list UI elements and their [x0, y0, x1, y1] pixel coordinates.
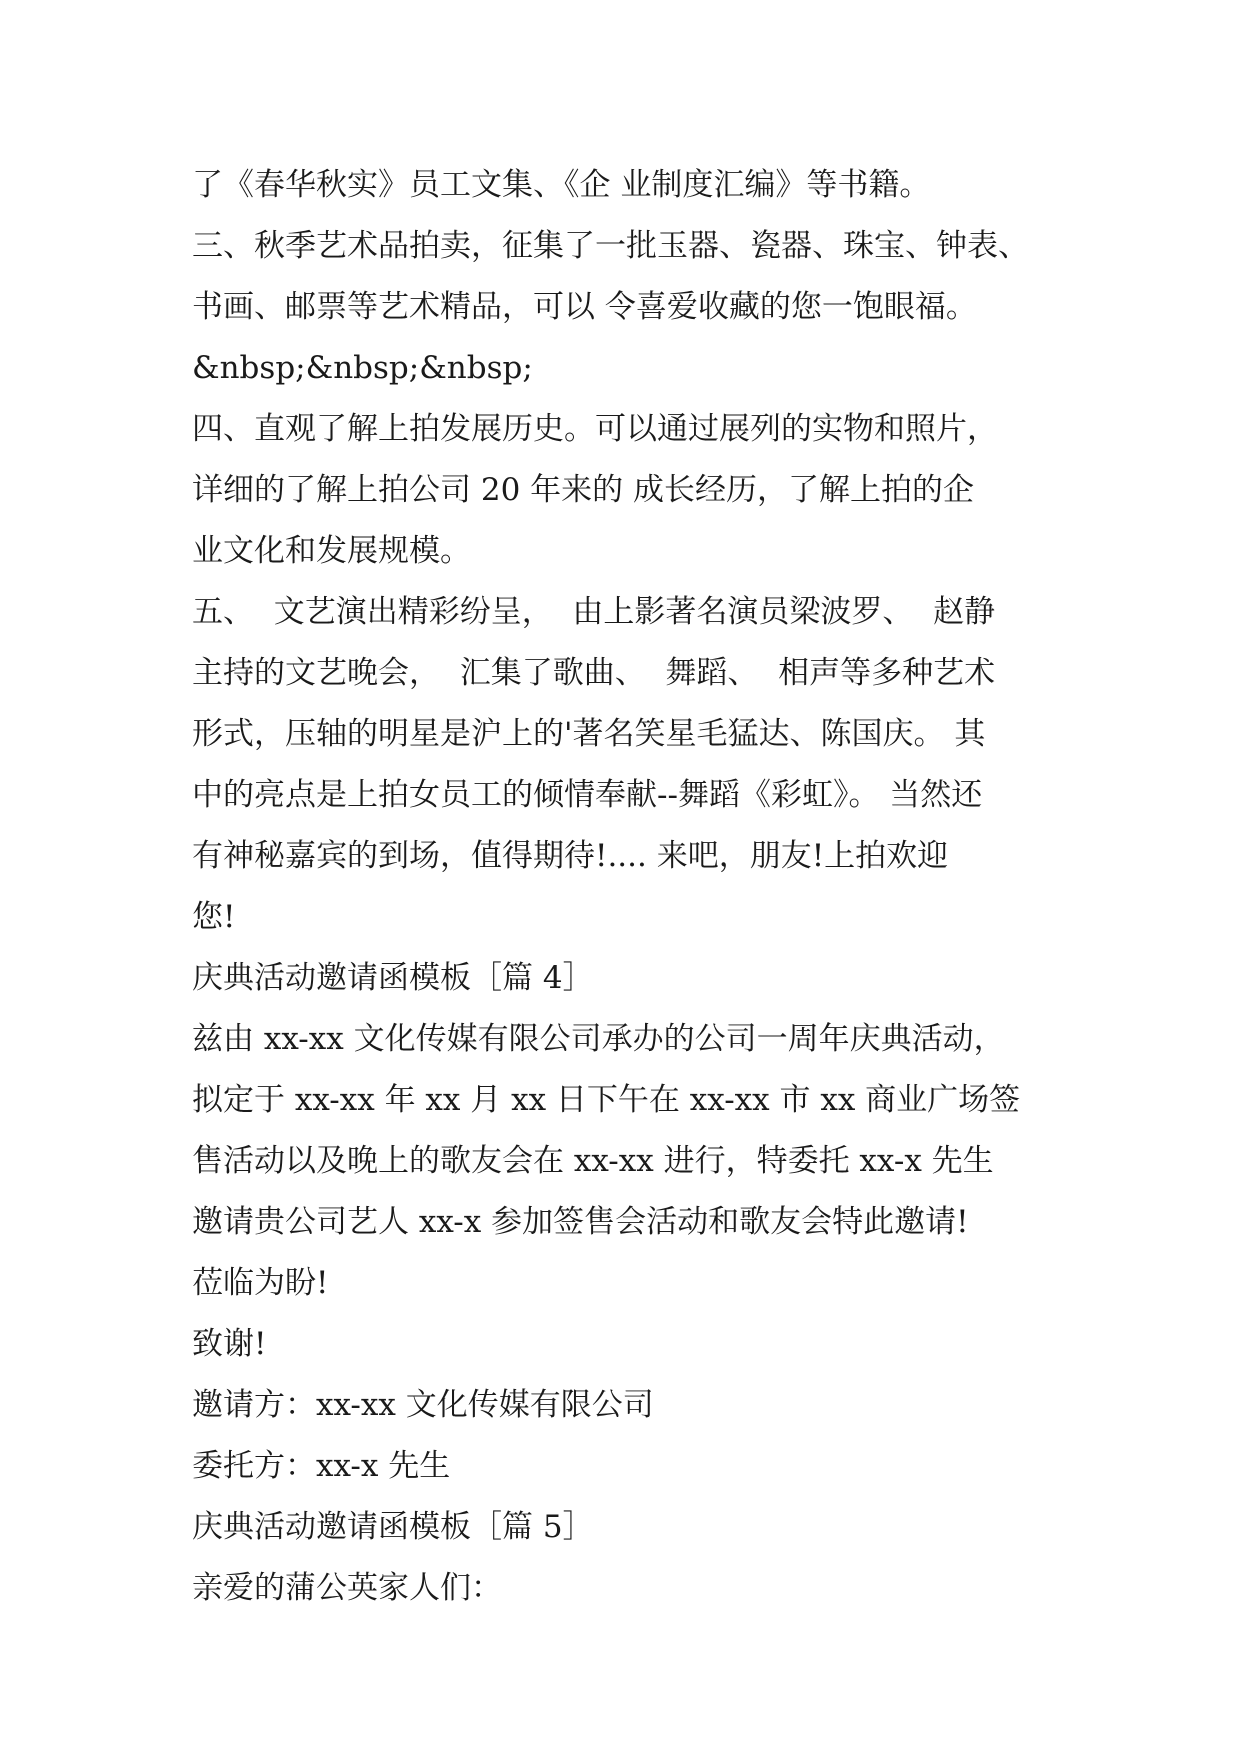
text-line: &nbsp;&nbsp;&nbsp; [192, 350, 533, 386]
text-line: 中的亮点是上拍女员工的倾情奉献--舞蹈《彩虹》。 当然还 [192, 777, 983, 813]
text-line: 邀请贵公司艺人 xx-x 参加签售会活动和歌友会特此邀请! [192, 1204, 969, 1240]
text-line: 形式，压轴的明星是沪上的'著名笑星毛猛达、陈国庆。 其 [192, 716, 986, 752]
text-line: 四、直观了解上拍发展历史。可以通过展列的实物和照片， [192, 411, 998, 447]
document-body [192, 155, 1072, 1619]
section-heading: 庆典活动邀请函模板［篇 5］ [192, 1509, 594, 1545]
text-line: 兹由 xx-xx 文化传媒有限公司承办的公司一周年庆典活动， [192, 1021, 1005, 1057]
text-line: 书画、邮票等艺术精品，可以 令喜爱收藏的您一饱眼福。 [192, 289, 977, 325]
text-line: 拟定于 xx-xx 年 xx 月 xx 日下午在 xx-xx 市 xx 商业广场签 [192, 1082, 1021, 1118]
text-line: 您! [192, 899, 236, 935]
text-line: 致谢! [192, 1326, 267, 1362]
text-line: 有神秘嘉宾的到场，值得期待!.... 来吧，朋友!上拍欢迎 [192, 838, 949, 874]
entrusting-party-line: 委托方：xx-x 先生 [192, 1448, 451, 1484]
text-line: 详细的了解上拍公司 20 年来的 成长经历，了解上拍的企 [192, 472, 975, 508]
salutation-line: 亲爱的蒲公英家人们： [192, 1570, 502, 1606]
text-line: 莅临为盼! [192, 1265, 329, 1301]
text-line: 五、 文艺演出精彩纷呈， 由上影著名演员梁波罗、 赵静 [192, 594, 996, 630]
text-line: 了《春华秋实》员工文集、《企 业制度汇编》等书籍。 [192, 167, 931, 203]
inviter-line: 邀请方：xx-xx 文化传媒有限公司 [192, 1387, 654, 1423]
section-heading: 庆典活动邀请函模板［篇 4］ [192, 960, 594, 996]
text-line: 售活动以及晚上的歌友会在 xx-xx 进行，特委托 xx-x 先生 [192, 1143, 994, 1179]
text-line: 三、秋季艺术品拍卖，征集了一批玉器、瓷器、珠宝、钟表、 [192, 228, 1029, 264]
text-line: 主持的文艺晚会， 汇集了歌曲、 舞蹈、 相声等多种艺术 [192, 655, 996, 691]
text-line: 业文化和发展规模。 [192, 533, 471, 569]
